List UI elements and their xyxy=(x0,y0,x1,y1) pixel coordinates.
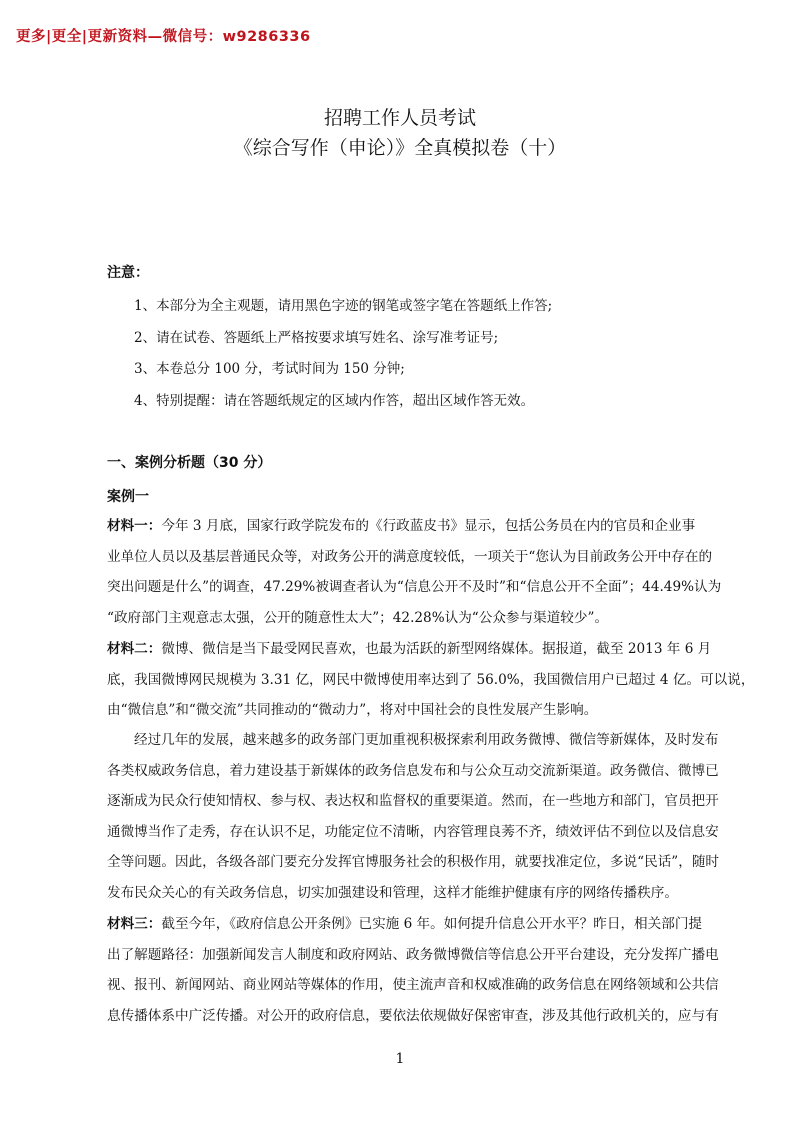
material-one-lead: 材料一： xyxy=(107,518,162,534)
material-three-lead: 材料三： xyxy=(107,916,162,932)
paragraph-line: 经过几年的发展，越来越多的政务部门更加重视积极探索利用政务微博、微信等新媒体，及时发布 xyxy=(134,732,719,748)
exam-subtitle: 《综合写作（申论）》全真模拟卷（十） xyxy=(233,137,567,159)
page-number: 1 xyxy=(395,1051,405,1067)
paragraph-line: 通微博当作了走秀，存在认识不足，功能定位不清晰，内容管理良莠不齐，绩效评估不到位以及信息安 xyxy=(107,823,719,840)
exam-title: 招聘工作人员考试 xyxy=(323,107,476,129)
paragraph-line: 业单位人员以及基层普通民众等，对政务公开的满意度较低，一项关于“您认为目前政务公开中存在的 xyxy=(107,548,713,565)
case-heading: 案例一 xyxy=(107,489,149,505)
section-heading: 一、案例分析题（30 分） xyxy=(107,455,272,471)
paragraph-line: 出了解题路径：加强新闻发言人制度和政府网站、政务微博微信等信息公开平台建设，充分发挥广播电 xyxy=(107,946,719,963)
paragraph-line: 视、报刊、新闻网站、商业网站等媒体的作用，使主流声音和权威准确的政务信息在网络领域和公共信 xyxy=(107,977,719,993)
paragraph-line: 底，我国微博网民规模为 3.31 亿，网民中微博使用率达到了 56.0%，我国微信用户已超过 4 亿。可以说， xyxy=(107,671,755,688)
material-three xyxy=(107,909,719,1031)
notice-item: 1、本部分为全主观题，请用黑色字迹的钢笔或签字笔在答题纸上作答; xyxy=(134,298,553,314)
paragraph-line: 全等问题。因此，各级各部门要充分发挥官博服务社会的积极作用，就要找准定位，多说“民话”，随时 xyxy=(107,854,720,870)
material-two xyxy=(107,634,755,726)
paragraph-line: 由“微信息”和“微交流”共同推动的“微动力”，将对中国社会的良性发展产生影响。 xyxy=(107,702,598,718)
paragraph-line: 突出问题是什么”的调查，47.29%被调查者认为“信息公开不及时”和“信息公开不全面”；44.49%认为 xyxy=(107,579,722,595)
notice-item: 3、本卷总分 100 分，考试时间为 150 分钟; xyxy=(134,361,405,377)
notice-item: 2、请在试卷、答题纸上严格按要求填写姓名、涂写准考证号; xyxy=(134,330,499,346)
paragraph-line: 微博、微信是当下最受网民喜欢，也最为活跃的新型网络媒体。据报道，截至 2013 年 6 月 xyxy=(161,641,712,657)
paragraph-line: 息传播体系中广泛传播。对公开的政府信息，要依法依规做好保密审查，涉及其他行政机关的，应与有 xyxy=(107,1007,719,1024)
material-one xyxy=(107,511,722,633)
notice-item: 4、特别提醒：请在答题纸规定的区域内作答，超出区域作答无效。 xyxy=(134,393,535,409)
paragraph-line: 逐渐成为民众行使知情权、参与权、表达权和监督权的重要渠道。然而，在一些地方和部门，官员把开 xyxy=(107,793,719,809)
watermark-banner: 更多|更全|更新资料—微信号：w9286336 xyxy=(16,29,311,45)
material-two-lead: 材料二： xyxy=(107,641,162,657)
paragraph-line: 发布民众关心的有关政务信息，切实加强建设和管理，这样才能维护健康有序的网络传播秩序。 xyxy=(107,884,678,901)
notice-heading: 注意： xyxy=(107,265,149,281)
paragraph-line: 今年 3 月底，国家行政学院发布的《行政蓝皮书》显示，包括公务员在内的官员和企业事 xyxy=(161,518,696,534)
paragraph-line: 截至今年，《政府信息公开条例》已实施 6 年。如何提升信息公开水平？昨日，相关部门提 xyxy=(161,916,703,932)
paragraph-line: “政府部门主观意志太强，公开的随意性太大”；42.28%认为“公众参与渠道较少”。 xyxy=(107,609,609,626)
paragraph-line: 各类权威政务信息，着力建设基于新媒体的政务信息发布和与公众互动交流新渠道。政务微信、微博已 xyxy=(107,762,719,779)
material-two-continued xyxy=(107,725,720,908)
